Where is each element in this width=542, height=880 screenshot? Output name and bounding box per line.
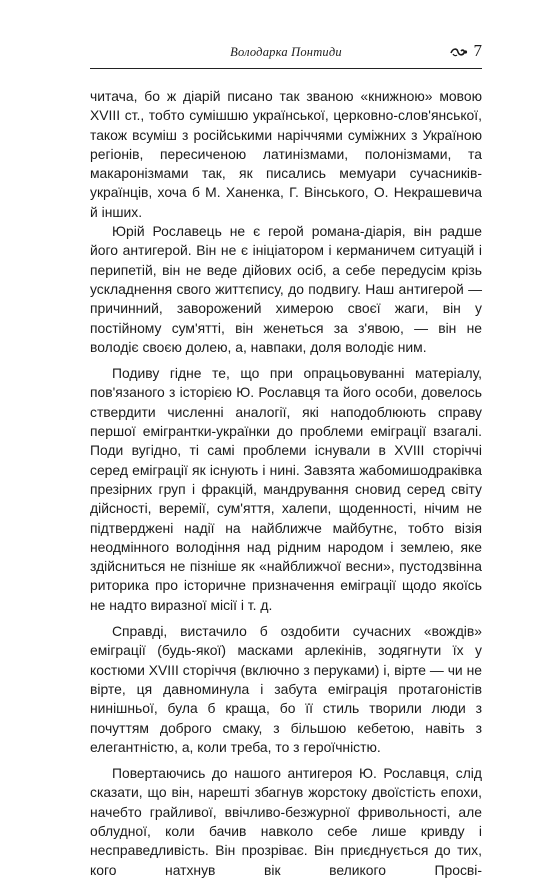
paragraph-2: Юрій Рославець не є герой романа-діарія, він радше його антигерой. Він не є ініціатором і керманичем ситуацій і перипетій, він не веде дійових осіб, а себе передусім крізь ускладнення свого життєпису, до подвигу. Наш антигерой — причинний, заворожений химерою своєї жаги, він у постійному сум'ятті, він женеться за з'явою, — він не володіє своєю долею, а, навпаки, доля володіє ним.	[90, 223, 482, 355]
paragraph-1: читача, бо ж діарій писано так званою «книжною» мовою XVIII ст., тобто сумішшю української, церковно-слов'янської, також всуміш з російськими наріччями суміжних з Україною регіонів, пересиченою латинізмами, полонізмами, та макаронізмами так, як писались мемуари сучасників-українців, хоча б М. Ханенка, Г. Вінського, О. Некрашевича й інших.	[90, 88, 482, 220]
paragraph-4: Справді, вистачило б оздобити сучасних «вождів» еміграції (будь-якої) масками арлекінів, зодягнути їх у костюми XVIII сторіччя (включно з перуками) і, вірте — чи не вірте, ця давноминула і забута еміграція протагоністів нинішньої, була б краща, бо її стиль творили люди з почуттям доброго смаку, з більшою кебетою, навіть з елегантністю, а, коли треба, то з героїчністю.	[90, 623, 482, 755]
running-header	[90, 40, 482, 69]
paragraph-3: Подиву гідне те, що при опрацьовуванні матеріалу, пов'язаного з історією Ю. Рославця та його особи, довелось ствердити численні аналогії, які наподоблюють справу першої емігрантки-українки до проблеми еміграції взагалі. Поди вугідно, ті самі проблеми існували в XVIII сторіччі серед еміграції як існують і нині. Завзята жабомишодраківка презірних груп і фракцій, мандрування сновид серед світу дійсності, веремії, сум'яття, халепи, щоденності, нічим не підтверджені надії на найближче майбутнє, тобто візія неодмінного володіння над рідним народом і землею, яке здійсниться не пізніше як «найближчої весни», пустодзвінна риторика про історичне призначення еміграції щодо якоїсь не надто виразної місії і т. д.	[90, 365, 482, 613]
page-number-group	[450, 41, 483, 61]
paragraph-5: Повертаючись до нашого антигероя Ю. Рославця, слід сказати, що він, нарешті збагнув жорстоку двоїстість епохи, начебто грайливої, ввічливо-безжурної фривольності, але облудної, коли бачив навколо себе лише кривду і несправедливість. Він прозріває. Він приєднується до тих, кого натхнув вік великого Просві-	[90, 765, 482, 878]
fleuron-ornament-icon	[450, 45, 468, 57]
page-number: 7	[473, 41, 482, 60]
running-title: Володарка Понтиди	[230, 45, 342, 59]
body-text	[90, 87, 482, 880]
